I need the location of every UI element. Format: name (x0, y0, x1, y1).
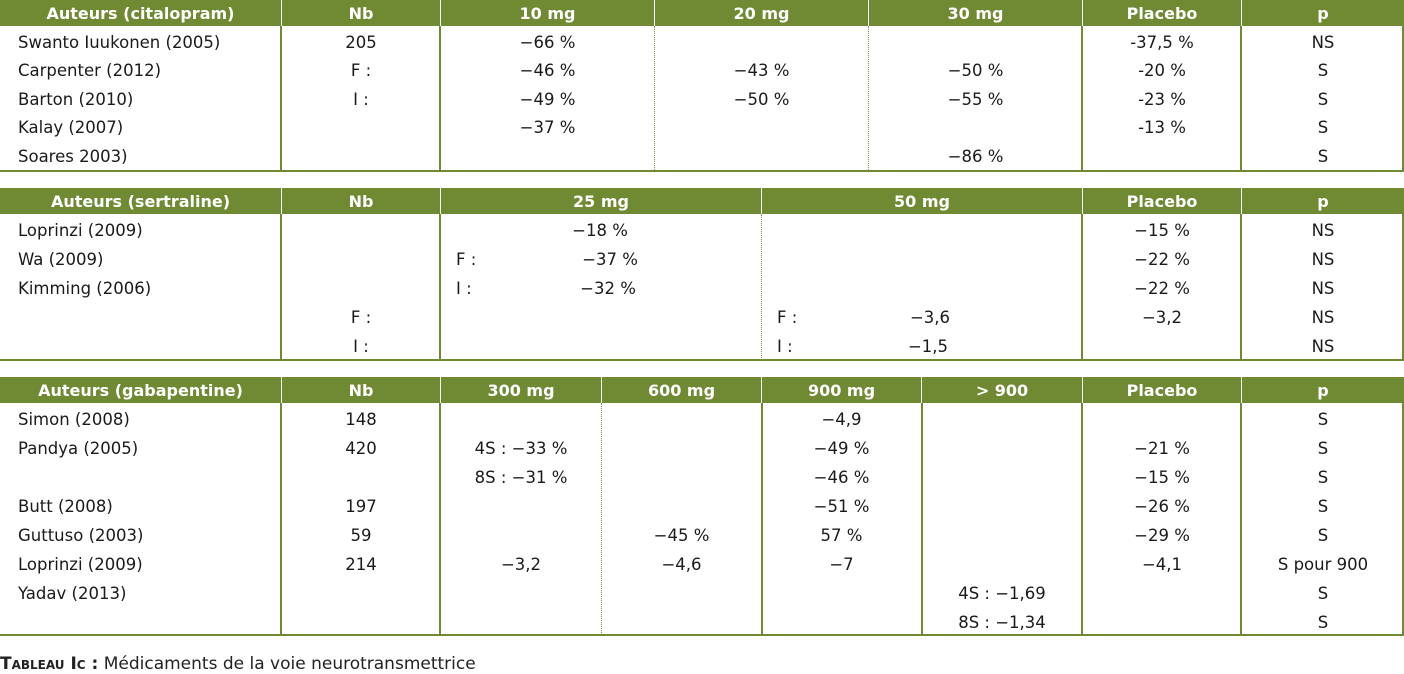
dose-30mg: −50 % (947, 61, 1004, 80)
dose-20mg (655, 142, 868, 171)
nb: 148 (345, 410, 377, 429)
dose-300mg: 4S : −33 % (474, 439, 568, 458)
table-row (0, 245, 1404, 274)
header-authors: Auteurs (gabapentine) (38, 380, 243, 400)
dose-25mg-value: −32 % (580, 279, 636, 298)
dose-20mg: −50 % (733, 90, 790, 109)
author (0, 332, 281, 361)
header-p: p (1317, 191, 1329, 211)
dose-300mg (441, 521, 601, 550)
dose-30mg: −86 % (947, 147, 1004, 166)
dose-10mg: −66 % (519, 33, 576, 52)
table-header (0, 377, 1404, 403)
placebo: -37,5 % (1130, 33, 1194, 52)
p-value: S (1317, 526, 1329, 545)
author: Carpenter (2012) (18, 61, 162, 80)
nb: I : (353, 90, 369, 109)
dose-900mg: −7 (829, 555, 854, 574)
placebo: −4,1 (1141, 555, 1183, 574)
placebo (1083, 405, 1241, 434)
nb (282, 579, 440, 608)
placebo: -23 % (1138, 90, 1186, 109)
header-placebo: Placebo (1126, 380, 1198, 400)
dose-50mg-group: I : (777, 337, 793, 356)
author: Loprinzi (2009) (18, 555, 143, 574)
placebo: −15 % (1134, 221, 1190, 240)
author: Wa (2009) (18, 250, 104, 269)
header-30mg: 30 mg (947, 3, 1004, 23)
table-row (0, 274, 1404, 303)
author: Soares 2003) (18, 147, 128, 166)
dose-600mg: −4,6 (661, 555, 702, 574)
p-value: S pour 900 (1277, 555, 1369, 574)
header-nb: Nb (348, 3, 374, 23)
p-value: NS (1311, 221, 1335, 240)
dose-900mg: −46 % (813, 468, 870, 487)
header-10mg: 10 mg (519, 3, 576, 23)
nb: 59 (350, 526, 372, 545)
nb: 197 (345, 497, 377, 516)
table-row (0, 405, 1404, 434)
nb: F : (350, 61, 372, 80)
dose-20mg (655, 113, 868, 142)
table-row (0, 216, 1404, 245)
header-300mg: 300 mg (487, 380, 555, 400)
table-row (0, 463, 1404, 492)
table-sertraline (0, 188, 1404, 362)
header-900mg: 900 mg (807, 380, 876, 400)
table-bottom-rule (0, 170, 1404, 172)
table-bottom-rule (0, 634, 1404, 636)
dose-25mg-value: −18 % (572, 221, 628, 240)
dose-300mg (441, 405, 601, 434)
placebo: −22 % (1134, 250, 1190, 269)
dose-900mg (762, 608, 921, 637)
header-placebo: Placebo (1126, 191, 1198, 211)
header-nb: Nb (348, 380, 374, 400)
p-value: NS (1311, 250, 1335, 269)
dose-900mg: −4,9 (821, 410, 862, 429)
header-25mg: 25 mg (573, 191, 629, 211)
dose-30mg (869, 28, 1082, 57)
dose-10mg (441, 142, 654, 171)
caption-text: Médicaments de la voie neurotransmettrice (98, 654, 476, 674)
dose-20mg: −43 % (733, 61, 790, 80)
dose-25mg-value: −37 % (582, 250, 638, 269)
table-row (0, 303, 1404, 332)
dose-300mg: −3,2 (500, 555, 542, 574)
nb: I : (353, 337, 369, 356)
header-nb: Nb (348, 191, 374, 211)
author (0, 303, 281, 332)
header-authors: Auteurs (sertraline) (50, 191, 231, 211)
table-row (0, 332, 1404, 361)
author: Yadav (2013) (18, 584, 127, 603)
dose-600mg (602, 405, 761, 434)
placebo: -13 % (1138, 118, 1186, 137)
dose-300mg (441, 492, 601, 521)
nb: 205 (345, 33, 377, 52)
p-value: S (1317, 613, 1329, 632)
nb (282, 608, 440, 637)
table-header (0, 188, 1404, 214)
dose-50mg-group: F : (777, 308, 798, 327)
header-20mg: 20 mg (733, 3, 790, 23)
table-caption (0, 654, 476, 674)
dose-600mg (602, 463, 761, 492)
dose-600mg (602, 608, 761, 637)
author: Barton (2010) (18, 90, 134, 109)
dose-over-900: 4S : −1,69 (958, 584, 1046, 603)
dose-50mg-value: −3,6 (909, 308, 951, 327)
author (0, 608, 281, 637)
dose-300mg: 8S : −31 % (474, 468, 568, 487)
author (0, 463, 281, 492)
author: Loprinzi (2009) (18, 221, 143, 240)
dose-20mg (655, 28, 868, 57)
dose-over-900 (922, 405, 1082, 434)
dose-10mg: −46 % (519, 61, 576, 80)
author: Swanto Iuukonen (2005) (18, 33, 221, 52)
dose-over-900 (922, 550, 1082, 579)
dose-over-900 (922, 463, 1082, 492)
dose-600mg (602, 579, 761, 608)
dose-30mg (869, 113, 1082, 142)
p-value: S (1317, 497, 1329, 516)
placebo: −22 % (1134, 279, 1190, 298)
table-row (0, 85, 1404, 114)
p-value: S (1317, 61, 1329, 80)
author: Butt (2008) (18, 497, 113, 516)
dose-10mg: −37 % (519, 118, 576, 137)
dose-900mg: −49 % (813, 439, 870, 458)
nb: 420 (345, 439, 377, 458)
dose-30mg: −55 % (947, 90, 1004, 109)
header-placebo: Placebo (1126, 3, 1198, 23)
author: Kalay (2007) (18, 118, 124, 137)
header-over-900: > 900 (975, 380, 1029, 400)
placebo (1083, 142, 1241, 171)
p-value: NS (1311, 308, 1335, 327)
p-value: S (1317, 410, 1329, 429)
nb (282, 274, 440, 303)
placebo: −29 % (1134, 526, 1190, 545)
placebo (1083, 608, 1241, 637)
header-p: p (1317, 3, 1329, 23)
author: Simon (2008) (18, 410, 130, 429)
caption-label: Tableau Ic : (0, 654, 99, 674)
dose-900mg: −51 % (813, 497, 870, 516)
placebo: −3,2 (1141, 308, 1183, 327)
dose-600mg: −45 % (653, 526, 710, 545)
dose-600mg (602, 492, 761, 521)
author: Kimming (2006) (18, 279, 152, 298)
dose-50mg-value: −1,5 (907, 337, 949, 356)
dose-over-900 (922, 434, 1082, 463)
author: Guttuso (2003) (18, 526, 144, 545)
p-value: NS (1311, 33, 1335, 52)
p-value: S (1317, 147, 1329, 166)
header-600mg: 600 mg (647, 380, 716, 400)
table-row (0, 142, 1404, 171)
dose-25mg-group: F : (456, 250, 477, 269)
placebo: -20 % (1138, 61, 1186, 80)
header-p: p (1317, 380, 1329, 400)
nb: 214 (345, 555, 377, 574)
table-row (0, 56, 1404, 85)
placebo: −21 % (1134, 439, 1190, 458)
placebo: −15 % (1134, 468, 1190, 487)
table-bottom-rule (0, 359, 1404, 361)
author: Pandya (2005) (18, 439, 139, 458)
dose-900mg: 57 % (820, 526, 863, 545)
p-value: S (1317, 468, 1329, 487)
table-header (0, 0, 1404, 26)
header-50mg: 50 mg (894, 191, 950, 211)
dose-25mg-group: I : (456, 279, 472, 298)
table-gabapentine (0, 377, 1404, 639)
nb (282, 245, 440, 274)
dose-over-900 (922, 492, 1082, 521)
table-row (0, 521, 1404, 550)
table-row (0, 608, 1404, 637)
table-row (0, 579, 1404, 608)
p-value: S (1317, 584, 1329, 603)
nb: F : (350, 308, 372, 327)
dose-300mg (441, 608, 601, 637)
table-citalopram (0, 0, 1404, 172)
dose-10mg: −49 % (519, 90, 576, 109)
p-value: S (1317, 439, 1329, 458)
nb (282, 216, 440, 245)
placebo (1083, 579, 1241, 608)
table-row (0, 113, 1404, 142)
p-value: NS (1311, 279, 1335, 298)
table-row (0, 434, 1404, 463)
nb (282, 142, 440, 171)
dose-over-900 (922, 521, 1082, 550)
dose-900mg (762, 579, 921, 608)
table-row (0, 492, 1404, 521)
dose-600mg (602, 434, 761, 463)
p-value: S (1317, 90, 1329, 109)
nb (282, 113, 440, 142)
p-value: NS (1311, 337, 1335, 356)
p-value: S (1317, 118, 1329, 137)
table-row (0, 28, 1404, 57)
placebo (1083, 332, 1241, 361)
nb (282, 463, 440, 492)
header-authors: Auteurs (citalopram) (46, 3, 235, 23)
table-row (0, 550, 1404, 579)
placebo: −26 % (1134, 497, 1190, 516)
dose-300mg (441, 579, 601, 608)
dose-over-900: 8S : −1,34 (958, 613, 1046, 632)
